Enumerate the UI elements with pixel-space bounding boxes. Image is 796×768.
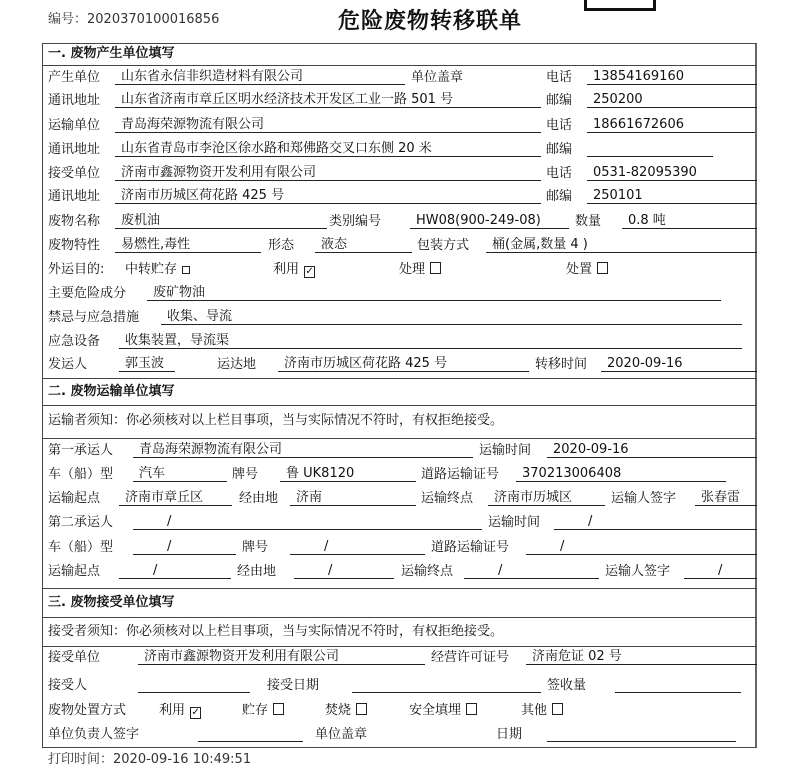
label: 牌号 xyxy=(232,467,259,482)
transfer-date-field[interactable]: 2020-09-16 xyxy=(601,356,757,372)
label: 运输起点 xyxy=(48,491,101,506)
divider xyxy=(42,378,757,379)
divider xyxy=(42,438,757,439)
label: 单位盖章 xyxy=(411,70,464,85)
label: 通讯地址 xyxy=(48,142,101,157)
label: 接受日期 xyxy=(267,678,320,693)
label: 牌号 xyxy=(242,540,269,555)
label: 通讯地址 xyxy=(48,189,101,204)
label: 第二承运人 xyxy=(48,515,114,530)
emergency-equipment-field[interactable]: 收集装置，导流渠 xyxy=(119,333,742,349)
divider xyxy=(42,405,757,406)
checkbox[interactable] xyxy=(356,703,367,715)
label: 发运人 xyxy=(48,357,88,372)
first-end-field[interactable]: 济南市历城区 xyxy=(488,490,605,506)
checkbox-checked[interactable]: ✓ xyxy=(191,707,200,718)
purpose-option-treatment[interactable]: 处理 xyxy=(399,262,441,278)
section-heading: 三. 废物接受单位填写 xyxy=(48,595,175,610)
second-via-field[interactable]: / xyxy=(294,563,394,579)
waste-quantity-field[interactable]: 0.8 吨 xyxy=(622,213,757,229)
checkbox[interactable] xyxy=(597,262,608,274)
method-option-storage[interactable]: 贮存 xyxy=(242,703,284,719)
hazard-component-field[interactable]: 废矿物油 xyxy=(147,285,721,301)
receiver-zip-field[interactable]: 250101 xyxy=(587,188,757,204)
label: 第一承运人 xyxy=(48,443,114,458)
producer-field[interactable]: 山东省永信非织造材料有限公司 xyxy=(115,69,405,85)
label: 接受人 xyxy=(48,678,88,693)
receiving-unit-field[interactable]: 济南市鑫源物资开发利用有限公司 xyxy=(138,649,425,665)
label: 类别编号 xyxy=(329,214,382,229)
label: 经由地 xyxy=(237,564,277,579)
label: 运输终点 xyxy=(401,564,454,579)
purpose-option-disposal[interactable]: 处置 xyxy=(566,262,608,278)
shipper-field[interactable]: 郭玉波 xyxy=(119,356,175,372)
carrier-zip-field[interactable] xyxy=(587,141,713,157)
first-transport-time-field[interactable]: 2020-09-16 xyxy=(547,442,757,458)
divider xyxy=(42,646,757,647)
first-plate-field[interactable]: 鲁 UK8120 xyxy=(280,466,416,482)
label: 车（船）型 xyxy=(48,540,114,555)
label: 数量 xyxy=(575,214,602,229)
carrier-address-field[interactable]: 山东省青岛市李沧区徐水路和郑佛路交叉口东侧 20 米 xyxy=(115,141,541,157)
first-vehicle-field[interactable]: 汽车 xyxy=(133,466,227,482)
license-field[interactable]: 济南危证 02 号 xyxy=(526,649,757,665)
label: 运输人签字 xyxy=(611,491,677,506)
label: 通讯地址 xyxy=(48,93,101,108)
divider xyxy=(42,65,757,66)
label: 运输单位 xyxy=(48,118,101,133)
label: 单位负责人签字 xyxy=(48,727,140,742)
second-end-field[interactable]: / xyxy=(464,563,599,579)
label: 经营许可证号 xyxy=(431,650,510,665)
label: 车（船）型 xyxy=(48,467,114,482)
label: 邮编 xyxy=(546,189,573,204)
first-permit-field[interactable]: 370213006408 xyxy=(516,466,726,482)
label: 运达地 xyxy=(217,357,257,372)
qr-code xyxy=(584,0,656,11)
receiver-field[interactable]: 济南市鑫源物资开发利用有限公司 xyxy=(115,165,541,181)
receive-date-field[interactable] xyxy=(352,677,541,693)
label: 道路运输证号 xyxy=(421,467,500,482)
label: 道路运输证号 xyxy=(431,540,510,555)
carrier-notice: 运输者须知：你必须核对以上栏目事项，当与实际情况不符时，有权拒绝接受。 xyxy=(48,413,504,428)
carrier-phone-field[interactable]: 18661672606 xyxy=(587,117,755,133)
method-option-incineration[interactable]: 焚烧 xyxy=(325,703,367,719)
purpose-option-transfer-storage[interactable]: 中转贮存 xyxy=(125,262,190,278)
emergency-measures-field[interactable]: 收集、导流 xyxy=(161,309,742,325)
producer-phone-field[interactable]: 13854169160 xyxy=(587,69,757,85)
label: 电话 xyxy=(546,166,573,181)
divider xyxy=(42,588,757,589)
section-heading: 一. 废物产生单位填写 xyxy=(48,46,175,61)
waste-properties-field[interactable]: 易燃性,毒性 xyxy=(115,237,261,253)
label: 运输时间 xyxy=(488,515,541,530)
producer-address-field[interactable]: 山东省济南市章丘区明水经济技术开发区工业一路 501 号 xyxy=(115,92,541,108)
section-heading: 二. 废物运输单位填写 xyxy=(48,384,175,399)
second-plate-field[interactable]: / xyxy=(290,539,425,555)
waste-category-field[interactable]: HW08(900-249-08) xyxy=(410,213,569,229)
label: 应急设备 xyxy=(48,334,101,349)
receiver-notice: 接受者须知：你必须核对以上栏目事项，当与实际情况不符时，有权拒绝接受。 xyxy=(48,624,504,639)
label: 日期 xyxy=(496,727,523,742)
first-start-field[interactable]: 济南市章丘区 xyxy=(119,490,232,506)
label: 转移时间 xyxy=(535,357,588,372)
label: 废物名称 xyxy=(48,214,101,229)
label: 运输起点 xyxy=(48,564,101,579)
label: 接受单位 xyxy=(48,650,101,665)
label: 主要危险成分 xyxy=(48,286,127,301)
print-time: 打印时间：2020-09-16 10:49:51 xyxy=(48,752,252,767)
checkbox[interactable] xyxy=(466,703,477,715)
second-signature-field[interactable]: / xyxy=(684,563,757,579)
label: 废物处置方式 xyxy=(48,703,127,718)
receiver-address-field[interactable]: 济南市历城区荷花路 425 号 xyxy=(115,188,541,204)
waste-form-field[interactable]: 液态 xyxy=(315,237,412,253)
label: 禁忌与应急措施 xyxy=(48,310,140,325)
page-title: 危险废物转移联单 xyxy=(338,9,523,34)
label: 邮编 xyxy=(546,93,573,108)
label: 外运目的: xyxy=(48,262,105,277)
packaging-field[interactable]: 桶(金属,数量 4 ) xyxy=(486,237,757,253)
receiver-person-field[interactable] xyxy=(138,677,250,693)
label: 产生单位 xyxy=(48,70,101,85)
second-carrier-field[interactable]: / xyxy=(133,514,482,530)
first-via-field[interactable]: 济南 xyxy=(290,490,416,506)
label: 电话 xyxy=(546,70,573,85)
label: 运输人签字 xyxy=(605,564,671,579)
responsible-signature-field[interactable] xyxy=(198,726,303,742)
method-option-landfill[interactable]: 安全填埋 xyxy=(409,703,477,719)
sign-date-field[interactable] xyxy=(547,726,736,742)
second-permit-field[interactable]: / xyxy=(526,539,757,555)
label: 经由地 xyxy=(239,491,279,506)
first-carrier-field[interactable]: 青岛海荣源物流有限公司 xyxy=(133,442,473,458)
method-option-other[interactable]: 其他 xyxy=(521,703,563,719)
second-vehicle-field[interactable]: / xyxy=(133,539,236,555)
label: 电话 xyxy=(546,118,573,133)
carrier-field[interactable]: 青岛海荣源物流有限公司 xyxy=(115,117,541,133)
checkbox[interactable] xyxy=(430,262,441,274)
serial-number: 编号：2020370100016856 xyxy=(48,12,220,27)
receiver-phone-field[interactable]: 0531-82095390 xyxy=(587,165,757,181)
checkbox[interactable] xyxy=(552,703,563,715)
second-transport-time-field[interactable]: / xyxy=(554,514,757,530)
divider xyxy=(42,617,757,618)
received-amount-field[interactable] xyxy=(615,677,741,693)
label: 形态 xyxy=(268,238,295,253)
waste-name-field[interactable]: 废机油 xyxy=(115,213,327,229)
label: 邮编 xyxy=(546,142,573,157)
label: 单位盖章 xyxy=(315,727,368,742)
label: 运输终点 xyxy=(421,491,474,506)
label: 废物特性 xyxy=(48,238,101,253)
second-start-field[interactable]: / xyxy=(119,563,231,579)
purpose-option-utilization[interactable]: 利用 ✓ xyxy=(273,262,314,277)
label: 包装方式 xyxy=(417,238,470,253)
method-option-utilization[interactable]: 利用 ✓ xyxy=(159,703,200,718)
producer-zip-field[interactable]: 250200 xyxy=(587,92,757,108)
destination-field[interactable]: 济南市历城区荷花路 425 号 xyxy=(278,356,529,372)
label: 签收量 xyxy=(547,678,587,693)
first-signature-field[interactable]: 张春雷 xyxy=(695,490,757,506)
checkbox-checked[interactable]: ✓ xyxy=(305,266,314,277)
label: 运输时间 xyxy=(479,443,532,458)
checkbox[interactable] xyxy=(273,703,284,715)
label: 接受单位 xyxy=(48,166,101,181)
checkbox[interactable] xyxy=(182,266,190,274)
